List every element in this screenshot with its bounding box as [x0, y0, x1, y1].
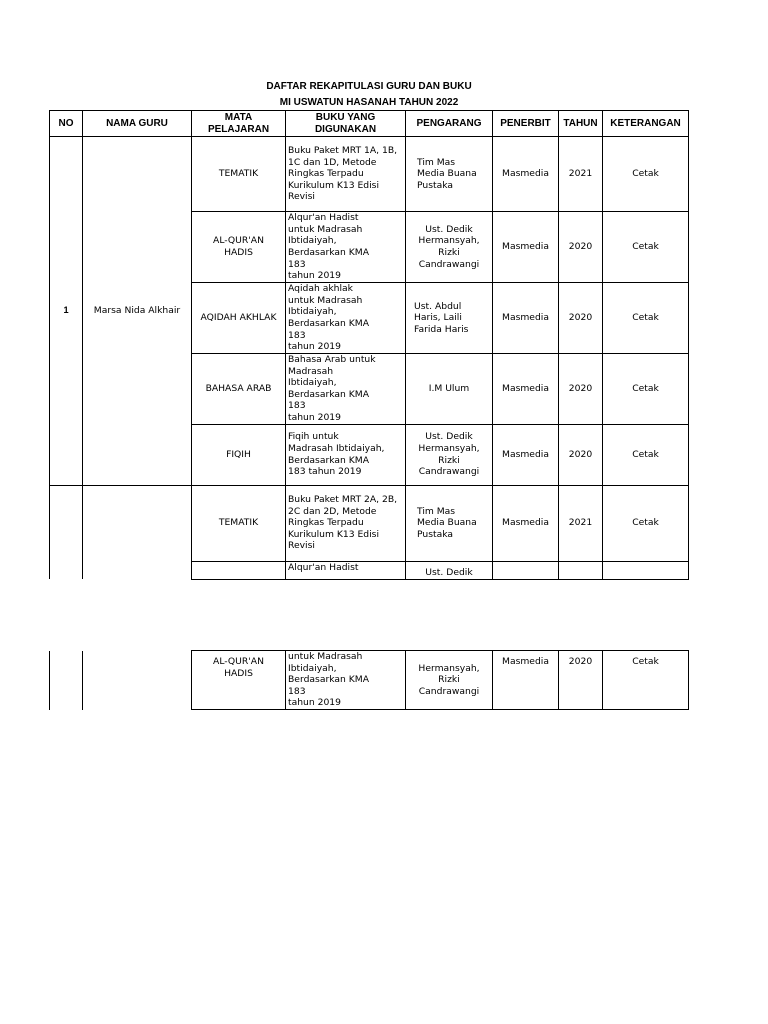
author-cell: Ust. Abdul Haris, Laili Farida Haris — [406, 283, 493, 354]
author-cell: Tim Mas Media Buana Pustaka — [406, 137, 493, 212]
table-row — [50, 485, 689, 561]
header-pengarang: PENGARANG — [406, 111, 493, 137]
author-cell: Ust. Dedik Hermansyah, Rizki Candrawangi — [406, 212, 493, 283]
table-row-continued — [50, 651, 689, 710]
year-cell: 2020 — [559, 212, 603, 283]
book-cell: untuk Madrasah Ibtidaiyah, Berdasarkan KMA 183 tahun 2019 — [286, 651, 406, 710]
year-cell-empty — [559, 561, 603, 579]
year-cell: 2020 — [559, 651, 603, 710]
book-cell: Buku Paket MRT 2A, 2B, 2C dan 2D, Metode Ringkas Terpadu Kurikulum K13 Edisi Revisi — [286, 485, 406, 561]
header-tahun: TAHUN — [559, 111, 603, 137]
book-cell: Bahasa Arab untuk Madrasah Ibtidaiyah, Berdasarkan KMA 183 tahun 2019 — [286, 354, 406, 425]
remark-cell: Cetak — [603, 283, 689, 354]
header-nama-guru: NAMA GURU — [83, 111, 192, 137]
teacher-name-empty — [83, 651, 192, 710]
subject-cell: AL-QUR'AN HADIS — [192, 212, 286, 283]
book-cell: Alqur'an Hadist — [286, 561, 406, 579]
teacher-name: Marsa Nida Alkhair — [83, 137, 192, 486]
header-keterangan: KETERANGAN — [603, 111, 689, 137]
subject-cell: AQIDAH AKHLAK — [192, 283, 286, 354]
publisher-cell: Masmedia — [493, 424, 559, 485]
teacher-number-empty — [50, 485, 83, 561]
recap-table-page-2 — [49, 650, 689, 710]
subject-cell-empty — [192, 561, 286, 579]
publisher-cell: Masmedia — [493, 212, 559, 283]
year-cell: 2020 — [559, 283, 603, 354]
teacher-number-empty — [50, 561, 83, 579]
teacher-name-empty — [83, 561, 192, 579]
header-mata-pelajaran: MATA PELAJARAN — [192, 111, 286, 137]
document-subtitle: MI USWATUN HASANAH TAHUN 2022 — [279, 97, 459, 108]
publisher-cell: Masmedia — [493, 137, 559, 212]
remark-cell-empty — [603, 561, 689, 579]
subject-cell: BAHASA ARAB — [192, 354, 286, 425]
remark-cell: Cetak — [603, 424, 689, 485]
author-cell: Tim Mas Media Buana Pustaka — [406, 485, 493, 561]
subject-cell: FIQIH — [192, 424, 286, 485]
remark-cell: Cetak — [603, 485, 689, 561]
remark-cell: Cetak — [603, 212, 689, 283]
publisher-cell: Masmedia — [493, 354, 559, 425]
book-cell: Buku Paket MRT 1A, 1B, 1C dan 1D, Metode Ringkas Terpadu Kurikulum K13 Edisi Revisi — [286, 137, 406, 212]
author-cell: Hermansyah, Rizki Candrawangi — [406, 651, 493, 710]
year-cell: 2020 — [559, 354, 603, 425]
header-buku: BUKU YANG DIGUNAKAN — [286, 111, 406, 137]
table-header-row — [50, 111, 689, 137]
subject-cell: TEMATIK — [192, 485, 286, 561]
author-cell: Ust. Dedik Hermansyah, Rizki Candrawangi — [406, 424, 493, 485]
remark-cell: Cetak — [603, 354, 689, 425]
publisher-cell: Masmedia — [493, 651, 559, 710]
remark-cell: Cetak — [603, 651, 689, 710]
subject-cell: AL-QUR'AN HADIS — [192, 651, 286, 710]
document-title: DAFTAR REKAPITULASI GURU DAN BUKU — [266, 81, 472, 92]
publisher-cell-empty — [493, 561, 559, 579]
teacher-name-empty — [83, 485, 192, 561]
book-cell: Fiqih untuk Madrasah Ibtidaiyah, Berdasarkan KMA 183 tahun 2019 — [286, 424, 406, 485]
table-row — [50, 137, 689, 212]
year-cell: 2020 — [559, 424, 603, 485]
author-cell: Ust. Dedik — [406, 561, 493, 579]
table-row-partial — [50, 561, 689, 579]
remark-cell: Cetak — [603, 137, 689, 212]
year-cell: 2021 — [559, 137, 603, 212]
publisher-cell: Masmedia — [493, 283, 559, 354]
teacher-number-empty — [50, 651, 83, 710]
publisher-cell: Masmedia — [493, 485, 559, 561]
book-cell: Alqur'an Hadist untuk Madrasah Ibtidaiyah, Berdasarkan KMA 183 tahun 2019 — [286, 212, 406, 283]
recap-table-page-1 — [49, 110, 689, 580]
author-cell: I.M Ulum — [406, 354, 493, 425]
header-no: NO — [50, 111, 83, 137]
teacher-number: 1 — [50, 137, 83, 486]
book-cell: Aqidah akhlak untuk Madrasah Ibtidaiyah, Berdasarkan KMA 183 tahun 2019 — [286, 283, 406, 354]
subject-cell: TEMATIK — [192, 137, 286, 212]
header-penerbit: PENERBIT — [493, 111, 559, 137]
year-cell: 2021 — [559, 485, 603, 561]
